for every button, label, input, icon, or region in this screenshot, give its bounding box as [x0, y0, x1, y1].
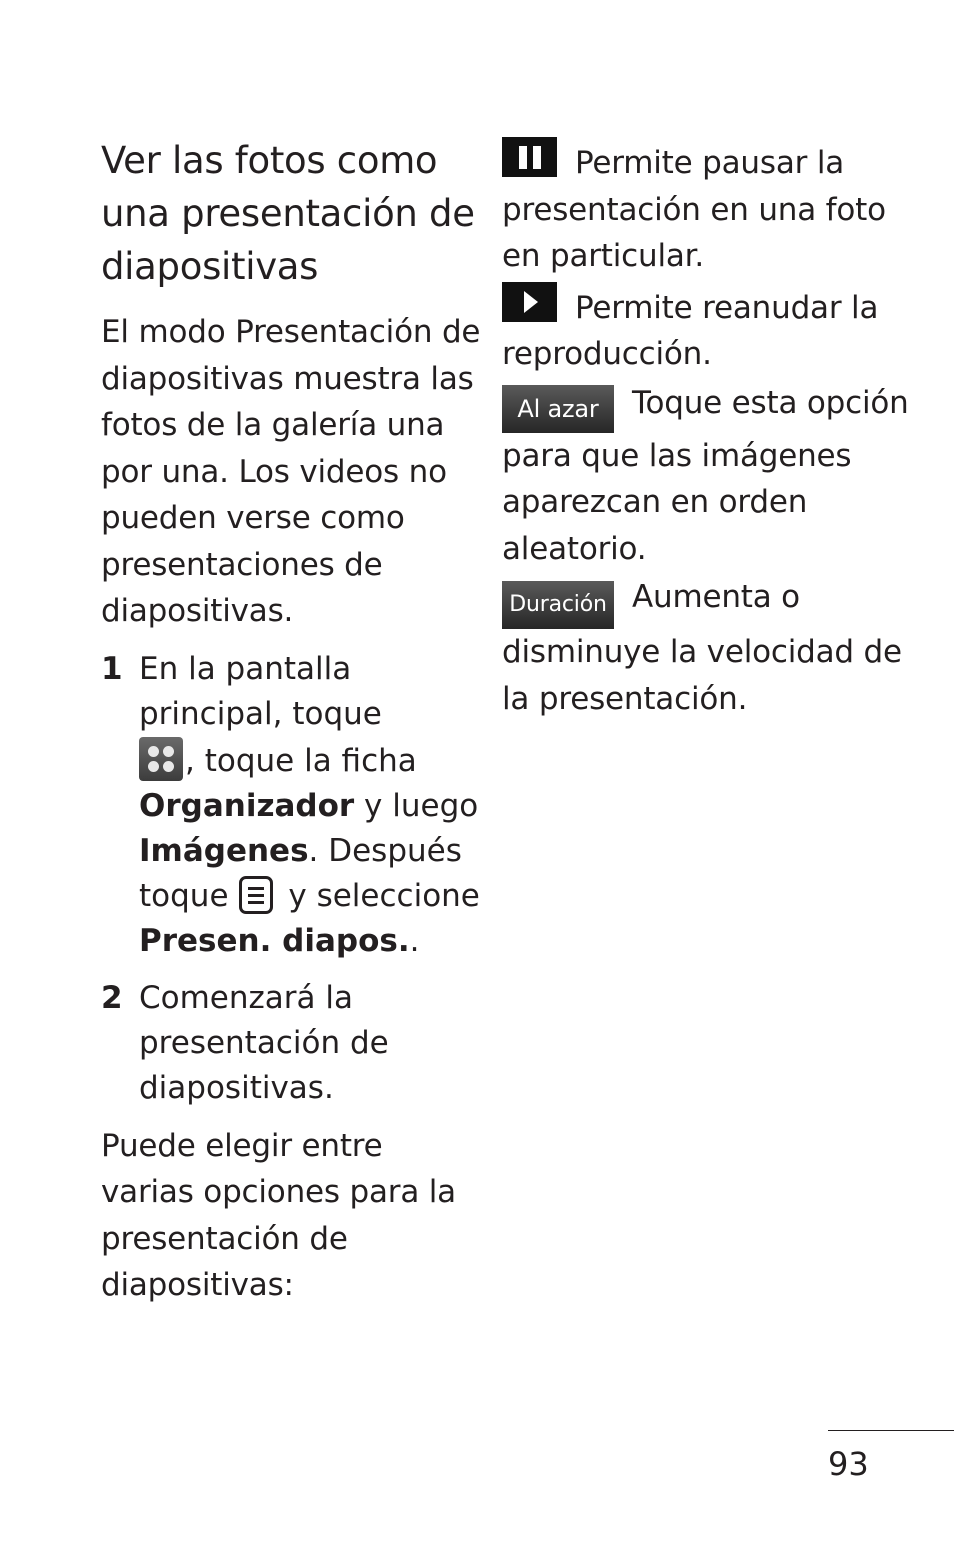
step-text-part: y luego	[354, 787, 479, 824]
step-text-part: En la pantalla principal, toque	[139, 650, 382, 732]
closing-paragraph: Puede elegir entre varias opciones para la presentación de diapositivas:	[101, 1127, 456, 1303]
organizer-tab-label: Organizador	[139, 787, 355, 824]
option-duration	[502, 574, 922, 722]
footer-rule	[828, 1430, 954, 1431]
option-text: Aumenta o disminuye la velocidad de la presentación.	[502, 579, 902, 717]
images-label: Imágenes	[139, 832, 309, 869]
play-icon	[502, 282, 557, 322]
page-number: 93	[828, 1445, 869, 1483]
step-text-part: y seleccione	[278, 877, 480, 914]
pause-icon	[502, 137, 557, 177]
shuffle-button: Al azar	[502, 385, 614, 433]
slideshow-option-label: Presen. diapos.	[139, 922, 410, 959]
option-text: Toque esta opción para que las imágenes aparezcan en orden aleatorio.	[502, 384, 909, 567]
option-shuffle	[502, 380, 922, 573]
option-play	[502, 282, 922, 378]
duration-button: Duración	[502, 581, 614, 629]
step-2	[101, 976, 481, 1111]
option-text: Permite reanudar la reproducción.	[502, 289, 879, 372]
section-title: Ver las fotos como una presentación de diapositivas	[101, 139, 475, 288]
step-text-part: . Después toque	[139, 832, 462, 914]
step-number: 1	[101, 650, 123, 687]
right-column	[502, 137, 922, 724]
step-text: Comenzará la presentación de diapositivas.	[139, 979, 389, 1106]
step-number: 2	[101, 979, 123, 1016]
option-text: Permite pausar la presentación en una foto en particular.	[502, 145, 886, 274]
intro-paragraph: El modo Presentación de diapositivas muestra las fotos de la galería una por una. Los videos no pueden verse como presentaciones de diapositivas.	[101, 314, 481, 629]
apps-grid-icon	[139, 737, 183, 781]
left-column	[101, 134, 481, 1309]
step-1	[101, 647, 481, 964]
step-text-part: , toque la ficha	[185, 742, 417, 779]
option-pause	[502, 137, 922, 280]
step-text-part: .	[409, 922, 420, 959]
menu-icon	[239, 876, 273, 914]
step-text	[139, 647, 481, 964]
